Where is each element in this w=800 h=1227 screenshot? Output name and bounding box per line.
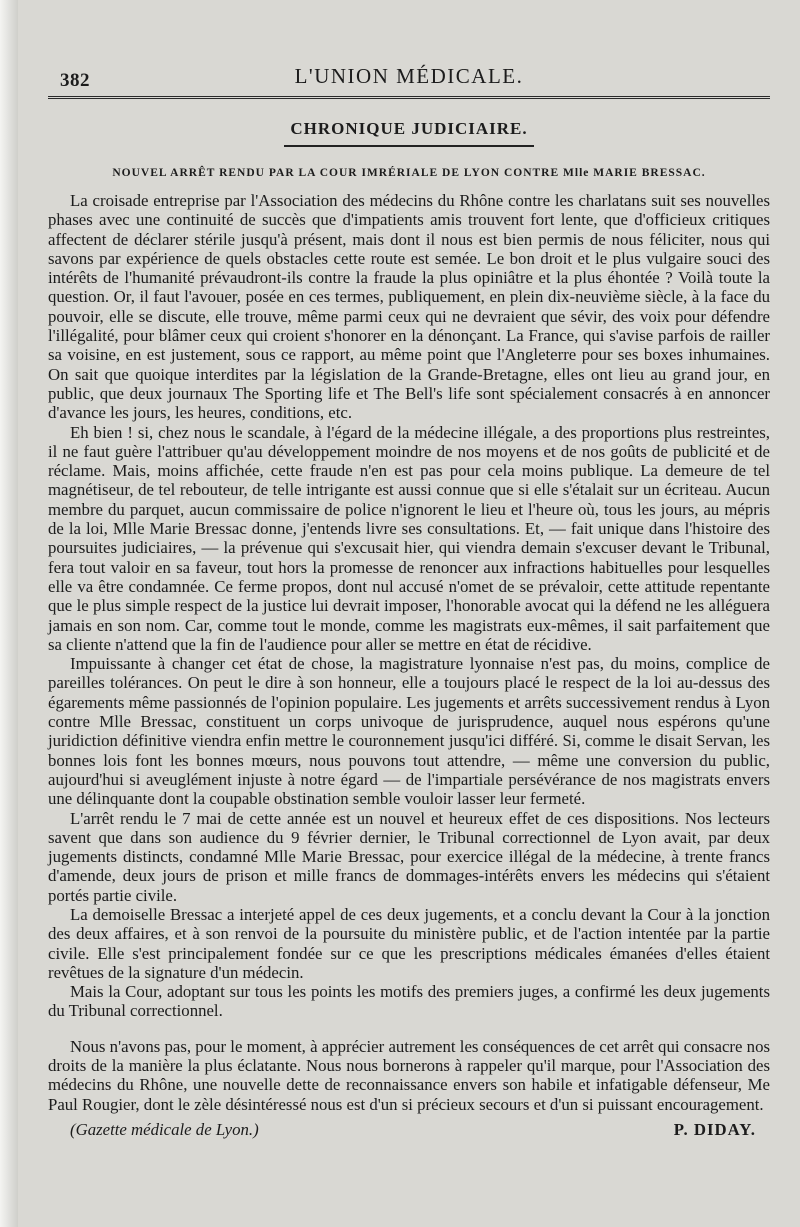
paragraph-2: Eh bien ! si, chez nous le scandale, à l'égard de la médecine illégale, a des proportions plus restreintes, il ne faut guère l'attribuer qu'au développement moindre de nos moyens et de nos goûts de publicité et de réclame. Mais, moins affichée, cette fraude n'en est pas pour cela moins publique. La demeure de tel magnétiseur, de tel rebouteur, de telle intrigante est aussi connue que si elle s'étalait sur un écriteau. Aucun membre du parquet, aucun commissaire de police n'ignorent le lieu et l'heure où, tous les jours, au mépris de la loi, Mlle Marie Bressac donne, j'entends livre ses consultations. Et, — fait unique dans l'histoire des poursuites judiciaires, — la prévenue qui s'excusait hier, qui viendra demain s'excuser devant le Tribunal, fera tout valoir en sa faveur, tout hors la promesse de renoncer aux infractions habituelles pour lesquelles elle va être condamnée. Ce ferme propos, dont nul accusé n'omet de se prévaloir, cette attitude repentante que le plus simple respect de la justice lui devrait imposer, l'honorable avocat qui la défend ne les alléguera jamais en son nom. Car, comme tout le monde, comme les magistrats eux-mêmes, il sait parfaitement que sa cliente n'attend que la fin de l'audience pour aller se mettre en état de récidive. bbox=[48, 422, 770, 654]
page-number: 382 bbox=[60, 70, 90, 91]
paragraph-4: L'arrêt rendu le 7 mai de cette année est un nouvel et heureux effet de ces dispositions. Nos lecteurs savent que dans son audience du 9 février dernier, le Tribunal correctionnel de Lyon avait, par deux jugements distincts, condamné Mlle Marie Bressac, pour exercice illégal de la médecine, à trente francs d'amende, deux jours de prison et mille francs de dommages-intérêts envers les médecins qui s'étaient portés partie civile. bbox=[48, 808, 770, 905]
page-content bbox=[48, 58, 770, 1142]
journal-title: L'UNION MÉDICALE. bbox=[294, 64, 524, 88]
paragraph-3: Impuissante à changer cet état de chose, la magistrature lyonnaise n'est pas, du moins, complice de pareilles tolérances. On peut le dire à son honneur, elle a toujours placé le respect de la loi au-dessus des égarements même passionnés de l'opinion populaire. Les jugements et arrêts successivement rendus à Lyon contre Mlle Bressac, constituent un corps univoque de jurisprudence, auquel nous espérons qu'une juridiction définitive viendra enfin mettre le couronnement jusqu'ici différé. Si, comme le disait Servan, les bonnes lois font les bonnes mœurs, nous pouvons tout attendre, — même une conversion du public, aujourd'hui si aveuglément injuste à notre égard — de l'impartiale persévérance de nos magistrats envers une délinquante dont la coupable obstination semble vouloir lasser leur fermeté. bbox=[48, 654, 770, 809]
author-signature: P. DIDAY. bbox=[673, 1119, 756, 1139]
signature-row bbox=[48, 1116, 770, 1142]
section-heading: CHRONIQUE JUDICIAIRE. bbox=[284, 119, 534, 147]
paragraph-7: Nous n'avons pas, pour le moment, à apprécier autrement les conséquences de cet arrêt qui consacre nos droits de la manière la plus éclatante. Nous nous bornerons à rappeler qu'il marque, pour l'Association des médecins du Rhône, une nouvelle dette de reconnaissance envers son habile et infatigable défenseur, Me Paul Rougier, dont le zèle désintéressé nous est d'un si précieux secours et d'un si puissant encouragement. bbox=[48, 1036, 770, 1114]
source-note: (Gazette médicale de Lyon.) bbox=[70, 1119, 259, 1139]
paragraph-5: La demoiselle Bressac a interjeté appel de ces deux jugements, et a conclu devant la Cour à la jonction des deux affaires, et à son renvoi de la poursuite du ministère public, et de l'action intentée par la partie civile. Elle s'est principalement fondée sur ce que les prescriptions médicales émanées d'elles étaient revêtues de la signature d'un médecin. bbox=[48, 904, 770, 982]
paragraph-6: Mais la Cour, adoptant sur tous les points les motifs des premiers juges, a confirmé les deux jugements du Tribunal correctionnel. bbox=[48, 982, 770, 1021]
article-body bbox=[48, 191, 770, 1114]
running-head bbox=[48, 58, 770, 99]
page-gutter bbox=[0, 0, 18, 1227]
paragraph-1: La croisade entreprise par l'Association des médecins du Rhône contre les charlatans suit ses nouvelles phases avec une continuité de succès que d'impatients amis trouvent fort lente, que d'officieux critiques affectent de déclarer stérile jusqu'à présent, mais dont il nous est bien permis de nous féliciter, nous qui savons par expérience de quels obstacles cette route est semée. Le bon droit et le plus vulgaire souci des intérêts de l'humanité prévaudront-ils contre la fraude la plus opiniâtre et la plus éhontée ? Voilà toute la question. Or, il faut l'avouer, posée en ces termes, publiquement, en plein dix-neuvième siècle, à la face du pouvoir, elle se discute, elle trouve, même parmi ceux qui ne devraient que sévir, des voix pour défendre l'illégalité, pour blâmer ceux qui croient s'honorer en la dénonçant. La France, qui s'avise parfois de railler sa voisine, en est justement, sous ce rapport, au même point que l'Angleterre pour ses boxes inhumaines. On sait que quoique interdites par la législation de la Grande-Bretagne, elles ont lieu au grand jour, en public, que deux journaux The Sporting life et The Bell's life sont spécialement consacrés à en annoncer d'avance les jours, les heures, conditions, etc. bbox=[48, 191, 770, 423]
article-subtitle: NOUVEL ARRÊT RENDU PAR LA COUR IMRÉRIALE DE LYON CONTRE Mlle MARIE BRESSAC. bbox=[112, 167, 706, 179]
